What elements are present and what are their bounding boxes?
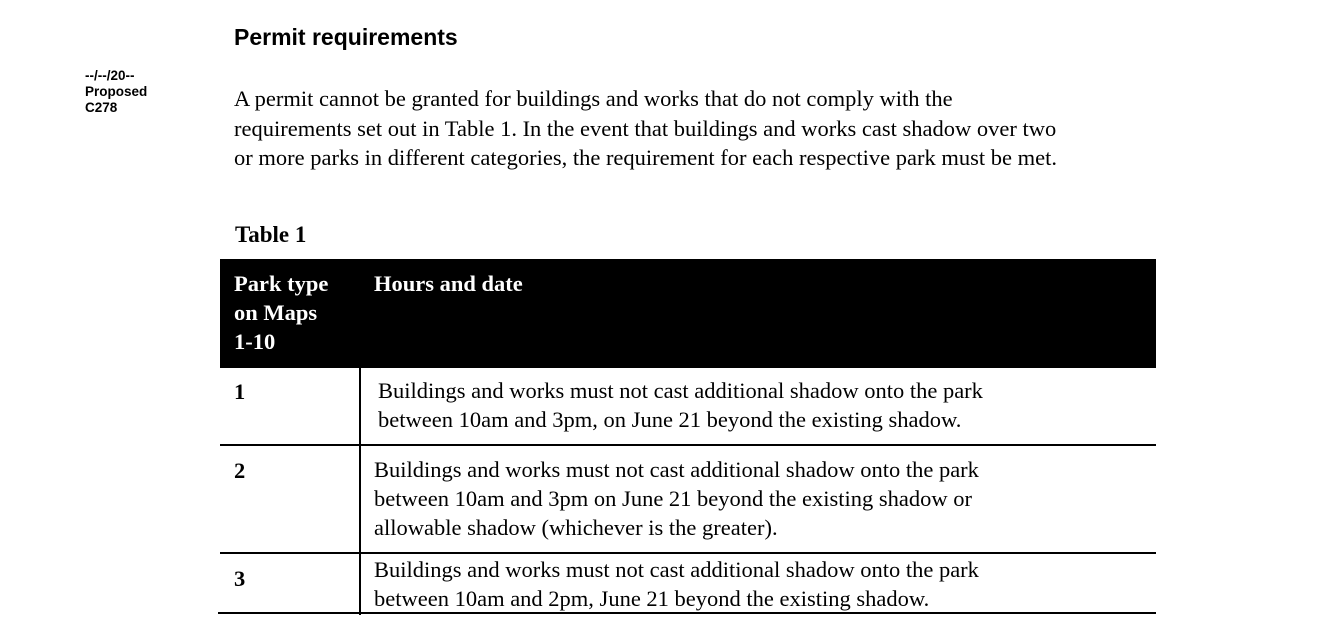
header-hours-and-date: Hours and date bbox=[374, 271, 523, 296]
table-row bbox=[220, 368, 1156, 446]
requirement-cell bbox=[361, 446, 1156, 552]
table-caption: Table 1 bbox=[235, 222, 307, 247]
amendment-number: C278 bbox=[85, 100, 118, 115]
requirement-line: Buildings and works must not cast additional shadow onto the park bbox=[374, 457, 979, 482]
requirement-line: Buildings and works must not cast additional shadow onto the park bbox=[378, 378, 983, 403]
requirement-line: between 10am and 3pm, on June 21 beyond the existing shadow. bbox=[378, 407, 962, 432]
paragraph-line: or more parks in different categories, the requirement for each respective park must be met. bbox=[234, 145, 1057, 170]
requirement-cell bbox=[361, 554, 1156, 615]
park-type-cell: 1 bbox=[220, 368, 361, 444]
requirement-line: between 10am and 2pm, June 21 beyond the existing shadow. bbox=[374, 586, 930, 611]
header-park-type bbox=[220, 259, 361, 368]
park-type-cell: 2 bbox=[220, 446, 361, 552]
section-heading: Permit requirements bbox=[234, 24, 458, 50]
requirements-table bbox=[220, 259, 1156, 615]
amendment-margin-note bbox=[85, 68, 147, 116]
amendment-status: Proposed bbox=[85, 84, 148, 99]
requirements-paragraph bbox=[234, 84, 1174, 173]
table-bottom-rule bbox=[218, 612, 1156, 614]
requirement-line: between 10am and 3pm on June 21 beyond the existing shadow or bbox=[374, 486, 973, 511]
table-row bbox=[220, 446, 1156, 554]
amendment-date: --/--/20-- bbox=[85, 68, 135, 83]
table-row bbox=[220, 554, 1156, 615]
header-park-type-line: Park type bbox=[234, 271, 329, 296]
requirement-cell bbox=[361, 368, 1156, 444]
park-type-cell: 3 bbox=[220, 554, 361, 615]
header-park-type-line: 1-10 bbox=[234, 329, 276, 354]
paragraph-line: requirements set out in Table 1. In the event that buildings and works cast shadow over two bbox=[234, 115, 1057, 141]
table-header-row bbox=[220, 259, 1156, 368]
paragraph-line: A permit cannot be granted for buildings and works that do not comply with the bbox=[234, 86, 953, 111]
requirement-line: allowable shadow (whichever is the greater). bbox=[374, 515, 778, 540]
header-park-type-line: on Maps bbox=[234, 300, 318, 325]
requirement-line: Buildings and works must not cast additional shadow onto the park bbox=[374, 557, 979, 582]
